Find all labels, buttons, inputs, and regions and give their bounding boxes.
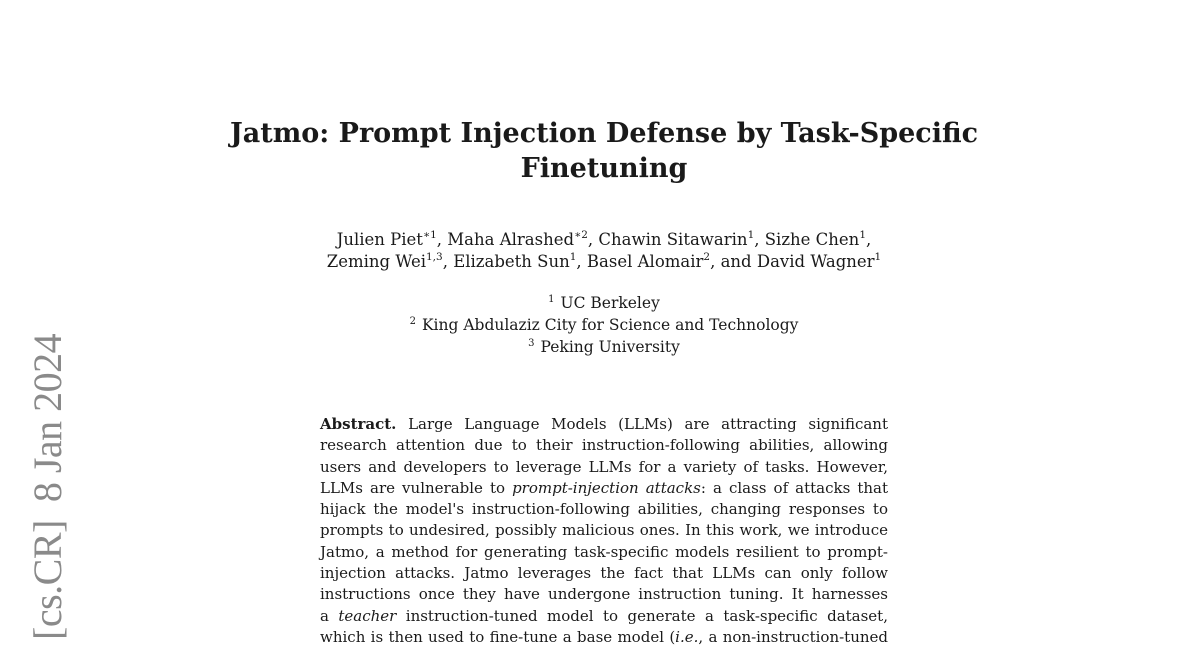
affiliation xyxy=(254,292,954,314)
abstract-text: LLMs are vulnerable to xyxy=(320,478,513,497)
author-affil-mark: 1 xyxy=(747,228,755,241)
affiliation-name: Peking University xyxy=(540,338,680,356)
abstract-line: Jatmo, a method for generating task-specific models resilient to prompt- xyxy=(320,542,888,561)
abstract-line: hijack the model's instruction-following abilities, changing responses to xyxy=(320,500,888,519)
author-separator: , xyxy=(587,230,599,249)
abstract-line xyxy=(320,478,888,499)
author-separator: , xyxy=(866,230,872,249)
abstract-line: injection attacks. Jatmo leverages the fact that LLMs can only follow xyxy=(320,564,888,583)
affiliation xyxy=(254,336,954,358)
author-affil-mark: 2 xyxy=(703,250,711,263)
abstract-text: : a class of attacks that xyxy=(700,478,888,497)
author: Elizabeth Sun xyxy=(453,252,570,271)
abstract-line: instructions once they have undergone instruction tuning. It harnesses xyxy=(320,585,888,604)
author: Basel Alomair xyxy=(586,252,704,271)
abstract-text: instruction-tuned model to generate a task-specific dataset, xyxy=(396,606,888,625)
author: Zeming Wei xyxy=(326,252,426,271)
author: David Wagner xyxy=(756,252,875,271)
author-separator: , xyxy=(442,252,454,271)
author-list xyxy=(254,229,954,273)
author: Maha Alrashed xyxy=(447,230,575,249)
abstract-line: users and developers to leverage LLMs for a variety of tasks. However, xyxy=(320,457,888,476)
author-affil-mark: 1 xyxy=(859,228,866,241)
author-affil-mark: 1,3 xyxy=(426,250,443,263)
abstract xyxy=(320,414,888,648)
abstract-emphasis: i.e. xyxy=(675,627,699,646)
abstract-emphasis: prompt-injection attacks xyxy=(512,478,701,497)
author: Julien Piet xyxy=(336,230,423,249)
author: Sizhe Chen xyxy=(764,230,860,249)
abstract-text: Large Language Models (LLMs) are attracting significant xyxy=(408,415,888,433)
author-separator: , xyxy=(754,230,765,249)
author-separator: , xyxy=(576,252,587,271)
affiliation-list xyxy=(254,292,954,358)
affiliation-name: King Abdulaziz City for Science and Technology xyxy=(421,316,799,334)
author-affil-mark: ∗2 xyxy=(574,228,588,241)
author-separator: , xyxy=(436,230,448,249)
arxiv-stamp xyxy=(26,334,70,640)
author-affil-mark: 1 xyxy=(569,250,577,263)
affiliation-number: 3 xyxy=(528,337,535,349)
author: Chawin Sitawarin xyxy=(598,230,748,249)
abstract-text: a xyxy=(320,606,339,625)
affiliation-number: 2 xyxy=(409,315,416,327)
arxiv-category: [cs.CR] xyxy=(25,520,70,640)
abstract-text: which is then used to fine-tune a base model ( xyxy=(320,627,676,646)
paper-title xyxy=(204,116,1004,186)
author-affil-mark: ∗1 xyxy=(422,228,437,241)
abstract-emphasis: teacher xyxy=(338,606,397,625)
abstract-line xyxy=(320,606,888,627)
abstract-line: research attention due to their instruction-following abilities, allowing xyxy=(320,436,888,455)
affiliation xyxy=(254,314,954,336)
abstract-text: , a non-instruction-tuned xyxy=(698,627,888,646)
abstract-line xyxy=(320,414,888,435)
affiliation-number: 1 xyxy=(548,293,555,305)
author-affil-mark: 1 xyxy=(874,250,882,263)
abstract-line: prompts to undesired, possibly malicious ones. In this work, we introduce xyxy=(320,521,888,540)
title-line-1: Jatmo: Prompt Injection Defense by Task-Specific xyxy=(229,118,979,149)
abstract-line xyxy=(320,627,888,648)
author-separator: , and xyxy=(710,252,757,271)
title-line-2: Finetuning xyxy=(520,153,688,184)
affiliation-name: UC Berkeley xyxy=(560,294,660,312)
abstract-heading: Abstract. xyxy=(320,415,397,433)
arxiv-date: 8 Jan 2024 xyxy=(25,333,70,503)
